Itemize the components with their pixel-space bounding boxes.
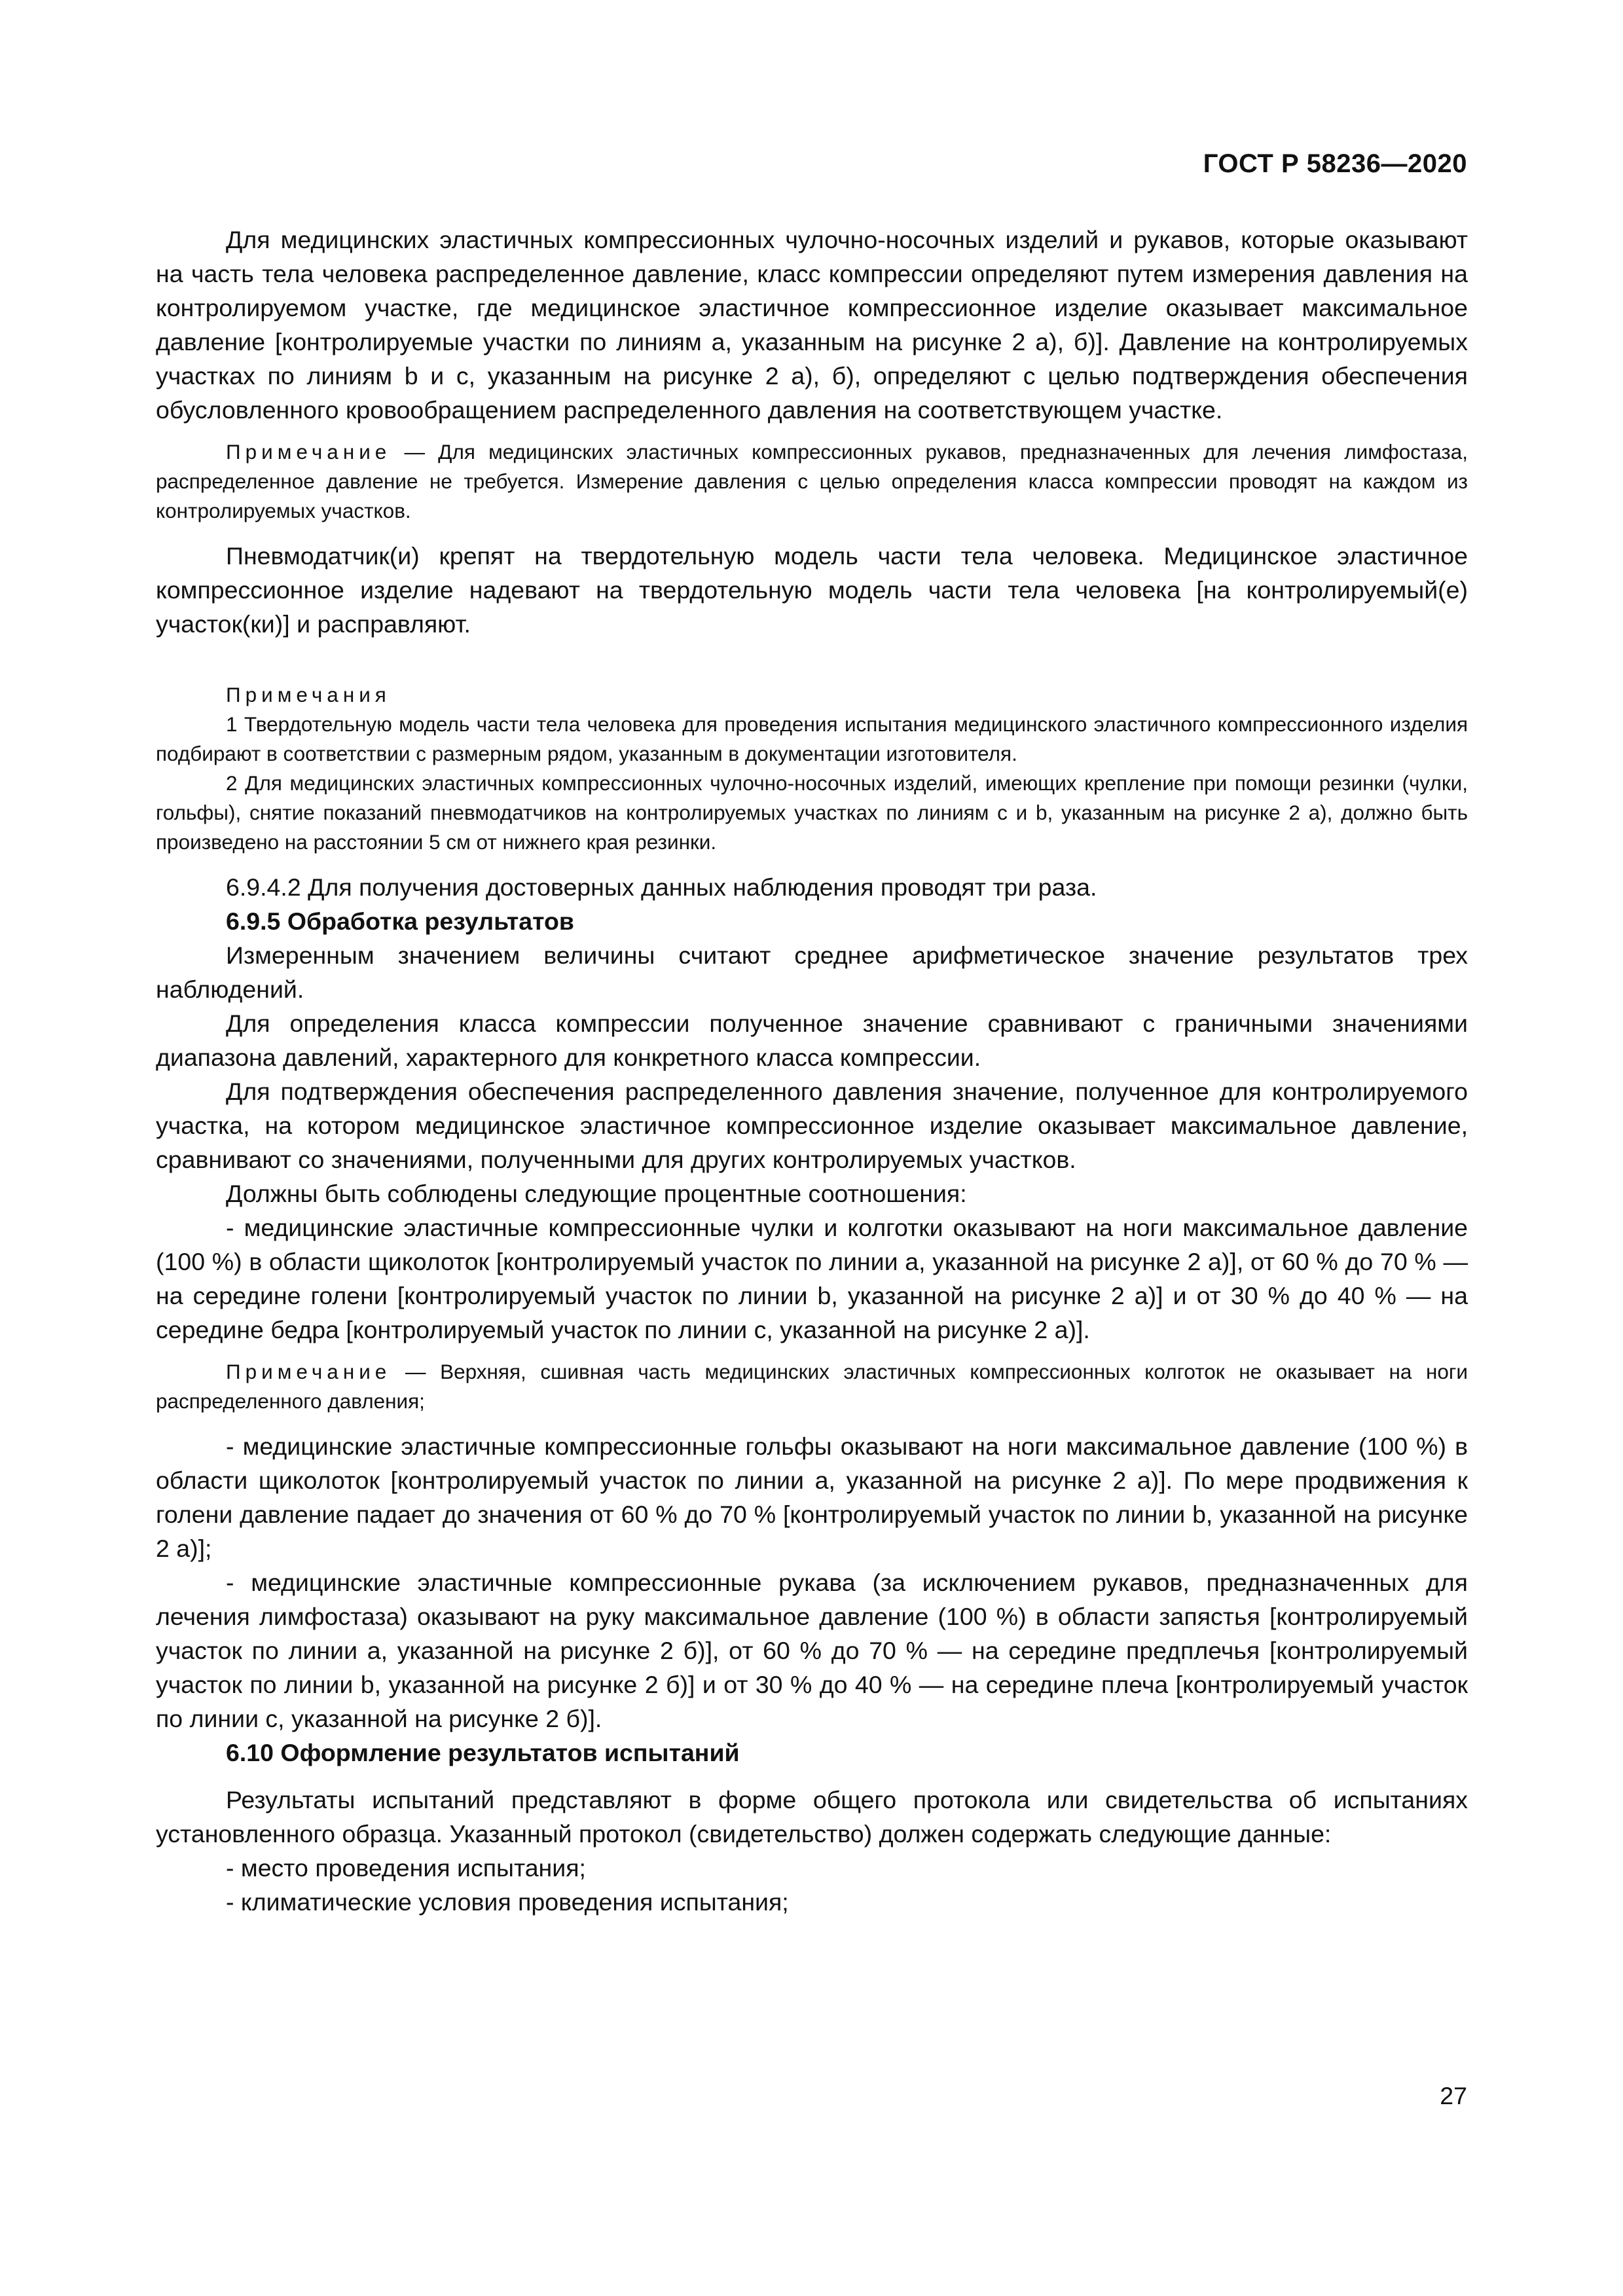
note-text: — Верхняя, сшивная часть медицинских эластичных компрессионных колготок не оказывает на ноги распределенного давления;	[156, 1360, 1468, 1413]
section-heading: 6.10 Оформление результатов испытаний	[226, 1739, 740, 1766]
list-item: - медицинские эластичные компрессионные гольфы оказывают на ноги максимальное давление (100 %) в области щиколоток [контролируемый участок по линии а, указанной на рисунке 2 а)]. По мере продвижения к голени давление падает до значения от 60 % до 70 % [контролируемый участок по линии b, указанной на рисунке 2 а)];	[156, 1432, 1468, 1562]
note-label: Примечание	[226, 1360, 392, 1383]
paragraph: Измеренным значением величины считают среднее арифметическое значение результатов трех наблюдений.	[156, 941, 1468, 1003]
page-number: 27	[1440, 2082, 1467, 2109]
note-label: Примечание	[226, 440, 392, 464]
standard-code: ГОСТ Р 58236—2020	[1203, 149, 1467, 178]
paragraph: Для подтверждения обеспечения распределенного давления значение, полученное для контролируемого участка, на котором медицинское эластичное компрессионное изделие оказывает максимальное давление, сравнивают со значениями, полученными для других контролируемых участков.	[156, 1078, 1468, 1173]
list-item: - место проведения испытания;	[226, 1854, 586, 1882]
paragraph: Результаты испытаний представляют в форме общего протокола или свидетельства об испытаниях установленного образца. Указанный протокол (свидетельство) должен содержать следующие данные:	[156, 1786, 1468, 1848]
paragraph: Пневмодатчик(и) крепят на твердотельную модель части тела человека. Медицинское эластичное компрессионное изделие надевают на твердотельную модель части тела человека [на контролируемый(е) участок(ки)] и расправляют.	[156, 542, 1468, 638]
page-body	[156, 223, 1468, 1919]
note-text: — Для медицинских эластичных компрессионных рукавов, предназначенных для лечения лимфостаза, распределенное давление не требуется. Измерение давления с целью определения класса компрессии проводят на каждом из контролируемых участков.	[156, 440, 1468, 522]
note	[156, 1357, 1468, 1416]
note-item: 2 Для медицинских эластичных компрессионных чулочно-носочных изделий, имеющих крепление при помощи резинки (чулки, гольфы), снятие показаний пневмодатчиков на контролируемых участках по линиям с и b, указанным на рисунке 2 а), должно быть произведено на расстоянии 5 см от нижнего края резинки.	[156, 771, 1468, 854]
paragraph: 6.9.4.2 Для получения достоверных данных наблюдения проводят три раза.	[226, 873, 1097, 901]
paragraph: Для определения класса компрессии полученное значение сравнивают с граничными значениями диапазона давлений, характерного для конкретного класса компрессии.	[156, 1010, 1468, 1071]
notes-label: Примечания	[226, 683, 391, 706]
section-heading: 6.9.5 Обработка результатов	[226, 907, 574, 935]
paragraph: Должны быть соблюдены следующие процентные соотношения:	[226, 1180, 967, 1207]
list-item: - климатические условия проведения испытания;	[226, 1888, 789, 1916]
list-item: - медицинские эластичные компрессионные рукава (за исключением рукавов, предназначенных для лечения лимфостаза) оказывают на руку максимальное давление (100 %) в области запястья [контролируемый участок по линии а, указанной на рисунке 2 б)], от 60 % до 70 % — на середине предплечья [контролируемый участок по линии b, указанной на рисунке 2 б)] и от 30 % до 40 % — на середине плеча [контролируемый участок по линии с, указанной на рисунке 2 б)].	[156, 1569, 1468, 1732]
paragraph: Для медицинских эластичных компрессионных чулочно-носочных изделий и рукавов, которые оказывают на часть тела человека распределенное давление, класс компрессии определяют путем измерения давления на контролируемом участке, где медицинское эластичное компрессионное изделие оказывает максимальное давление [контролируемые участки по линиям а, указанным на рисунке 2 а), б)]. Давление на контролируемых участках по линиям b и с, указанным на рисунке 2 а), б), определяют с целью подтверждения обеспечения обусловленного кровообращением распределенного давления на соответствующем участке.	[156, 226, 1468, 424]
notes-block	[156, 680, 1468, 857]
note-item: 1 Твердотельную модель части тела человека для проведения испытания медицинского эластичного компрессионного изделия подбирают в соответствии с размерным рядом, указанным в документации изготовителя.	[156, 712, 1468, 765]
note	[156, 437, 1468, 526]
list-item: - медицинские эластичные компрессионные чулки и колготки оказывают на ноги максимальное давление (100 %) в области щиколоток [контролируемый участок по линии а, указанной на рисунке 2 а)], от 60 % до 70 % — на середине голени [контролируемый участок по линии b, указанной на рисунке 2 а)] и от 30 % до 40 % — на середине бедра [контролируемый участок по линии с, указанной на рисунке 2 а)].	[156, 1214, 1468, 1343]
